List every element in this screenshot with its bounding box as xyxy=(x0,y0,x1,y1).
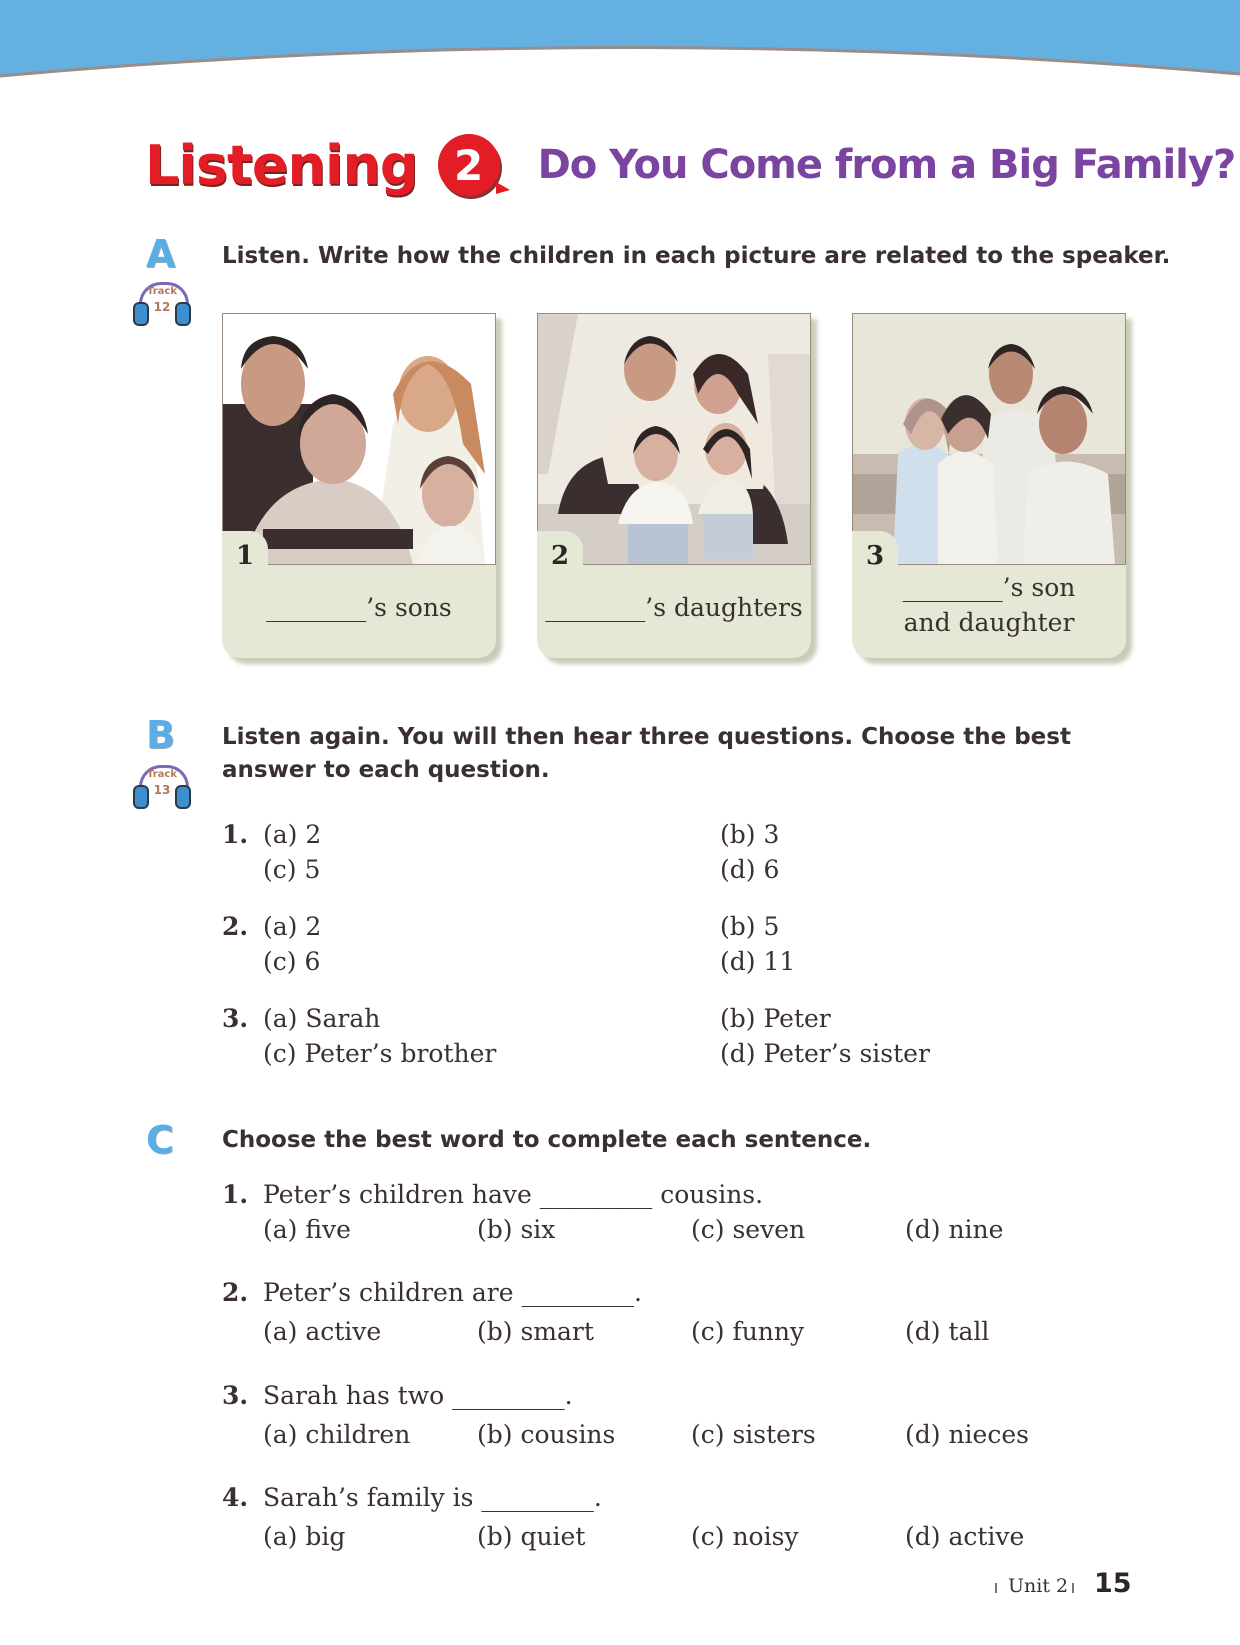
option-a[interactable]: (a) five xyxy=(263,1215,351,1244)
card-caption-1: ________’s sons xyxy=(266,593,452,622)
section-c-instruction: Choose the best word to complete each sentence. xyxy=(222,1127,872,1153)
option-a[interactable]: (a) 2 xyxy=(263,820,322,849)
listening-label: Listening xyxy=(145,133,418,197)
track-label: Track xyxy=(147,286,177,297)
card-number-2: 2 xyxy=(537,531,583,573)
option-a[interactable]: (a) children xyxy=(263,1420,411,1449)
answer-blank-1[interactable]: ________ xyxy=(266,593,367,622)
answer-blank-3[interactable]: ________ xyxy=(902,573,1003,602)
family-photo-1 xyxy=(222,313,496,565)
section-b-letter: B xyxy=(146,713,175,757)
option-b[interactable]: (b) quiet xyxy=(477,1522,586,1551)
option-b[interactable]: (b) six xyxy=(477,1215,556,1244)
track-label: Track xyxy=(147,769,177,780)
family-photo-2 xyxy=(537,313,811,565)
page-title xyxy=(145,125,1235,205)
headphones-icon[interactable] xyxy=(133,763,191,811)
track-number: 12 xyxy=(153,300,171,314)
option-a[interactable]: (a) active xyxy=(263,1317,382,1346)
option-d[interactable]: (d) nieces xyxy=(905,1420,1029,1449)
footer-divider xyxy=(1072,1583,1074,1593)
option-d[interactable]: (d) nine xyxy=(905,1215,1004,1244)
option-d[interactable]: (d) active xyxy=(905,1522,1025,1551)
page-number: 15 xyxy=(1094,1568,1132,1599)
question-stem: Sarah’s family is _________. xyxy=(263,1483,602,1512)
headphones-icon[interactable] xyxy=(133,280,191,328)
question-stem: Peter’s children have _________ cousins. xyxy=(263,1180,764,1209)
section-b-instruction: Listen again. You will then hear three questions. Choose the best answer to each question. xyxy=(222,724,1071,783)
option-c[interactable]: (c) 5 xyxy=(263,855,321,884)
option-b[interactable]: (b) 5 xyxy=(720,912,780,941)
card-number-3: 3 xyxy=(852,531,898,573)
option-a[interactable]: (a) 2 xyxy=(263,912,322,941)
option-b[interactable]: (b) 3 xyxy=(720,820,780,849)
picture-card-1 xyxy=(222,313,496,658)
option-a[interactable]: (a) big xyxy=(263,1522,346,1551)
option-c[interactable]: (c) 6 xyxy=(263,947,321,976)
track-number: 13 xyxy=(153,783,171,797)
card-caption-3: ________’s son and daughter xyxy=(902,573,1076,637)
card-caption-2: ________’s daughters xyxy=(545,593,803,622)
family-photo-3 xyxy=(852,313,1126,565)
option-c[interactable]: (c) sisters xyxy=(691,1420,816,1449)
section-a-letter: A xyxy=(146,232,176,276)
option-d[interactable]: (d) Peter’s sister xyxy=(720,1039,930,1068)
footer-unit: Unit 2 xyxy=(1008,1575,1069,1597)
question-stem: Sarah has two _________. xyxy=(263,1381,573,1410)
option-c[interactable]: (c) noisy xyxy=(691,1522,799,1551)
option-a[interactable]: (a) Sarah xyxy=(263,1004,381,1033)
section-a-instruction: Listen. Write how the children in each picture are related to the speaker. xyxy=(222,243,1171,269)
footer-divider xyxy=(995,1583,997,1593)
picture-card-2 xyxy=(537,313,811,658)
lesson-title: Do You Come from a Big Family? xyxy=(537,142,1236,188)
picture-card-3 xyxy=(852,313,1126,658)
option-d[interactable]: (d) tall xyxy=(905,1317,990,1346)
option-b[interactable]: (b) cousins xyxy=(477,1420,616,1449)
option-b[interactable]: (b) Peter xyxy=(720,1004,831,1033)
header-band xyxy=(0,0,1240,90)
option-c[interactable]: (c) Peter’s brother xyxy=(263,1039,497,1068)
option-c[interactable]: (c) seven xyxy=(691,1215,806,1244)
option-d[interactable]: (d) 11 xyxy=(720,947,796,976)
answer-blank-2[interactable]: ________ xyxy=(545,593,646,622)
section-c-letter: C xyxy=(146,1118,174,1162)
option-d[interactable]: (d) 6 xyxy=(720,855,780,884)
option-c[interactable]: (c) funny xyxy=(691,1317,805,1346)
option-b[interactable]: (b) smart xyxy=(477,1317,594,1346)
question-stem: Peter’s children are _________. xyxy=(263,1278,642,1307)
card-number-1: 1 xyxy=(222,531,268,573)
listening-number-badge: 2 xyxy=(438,134,500,196)
